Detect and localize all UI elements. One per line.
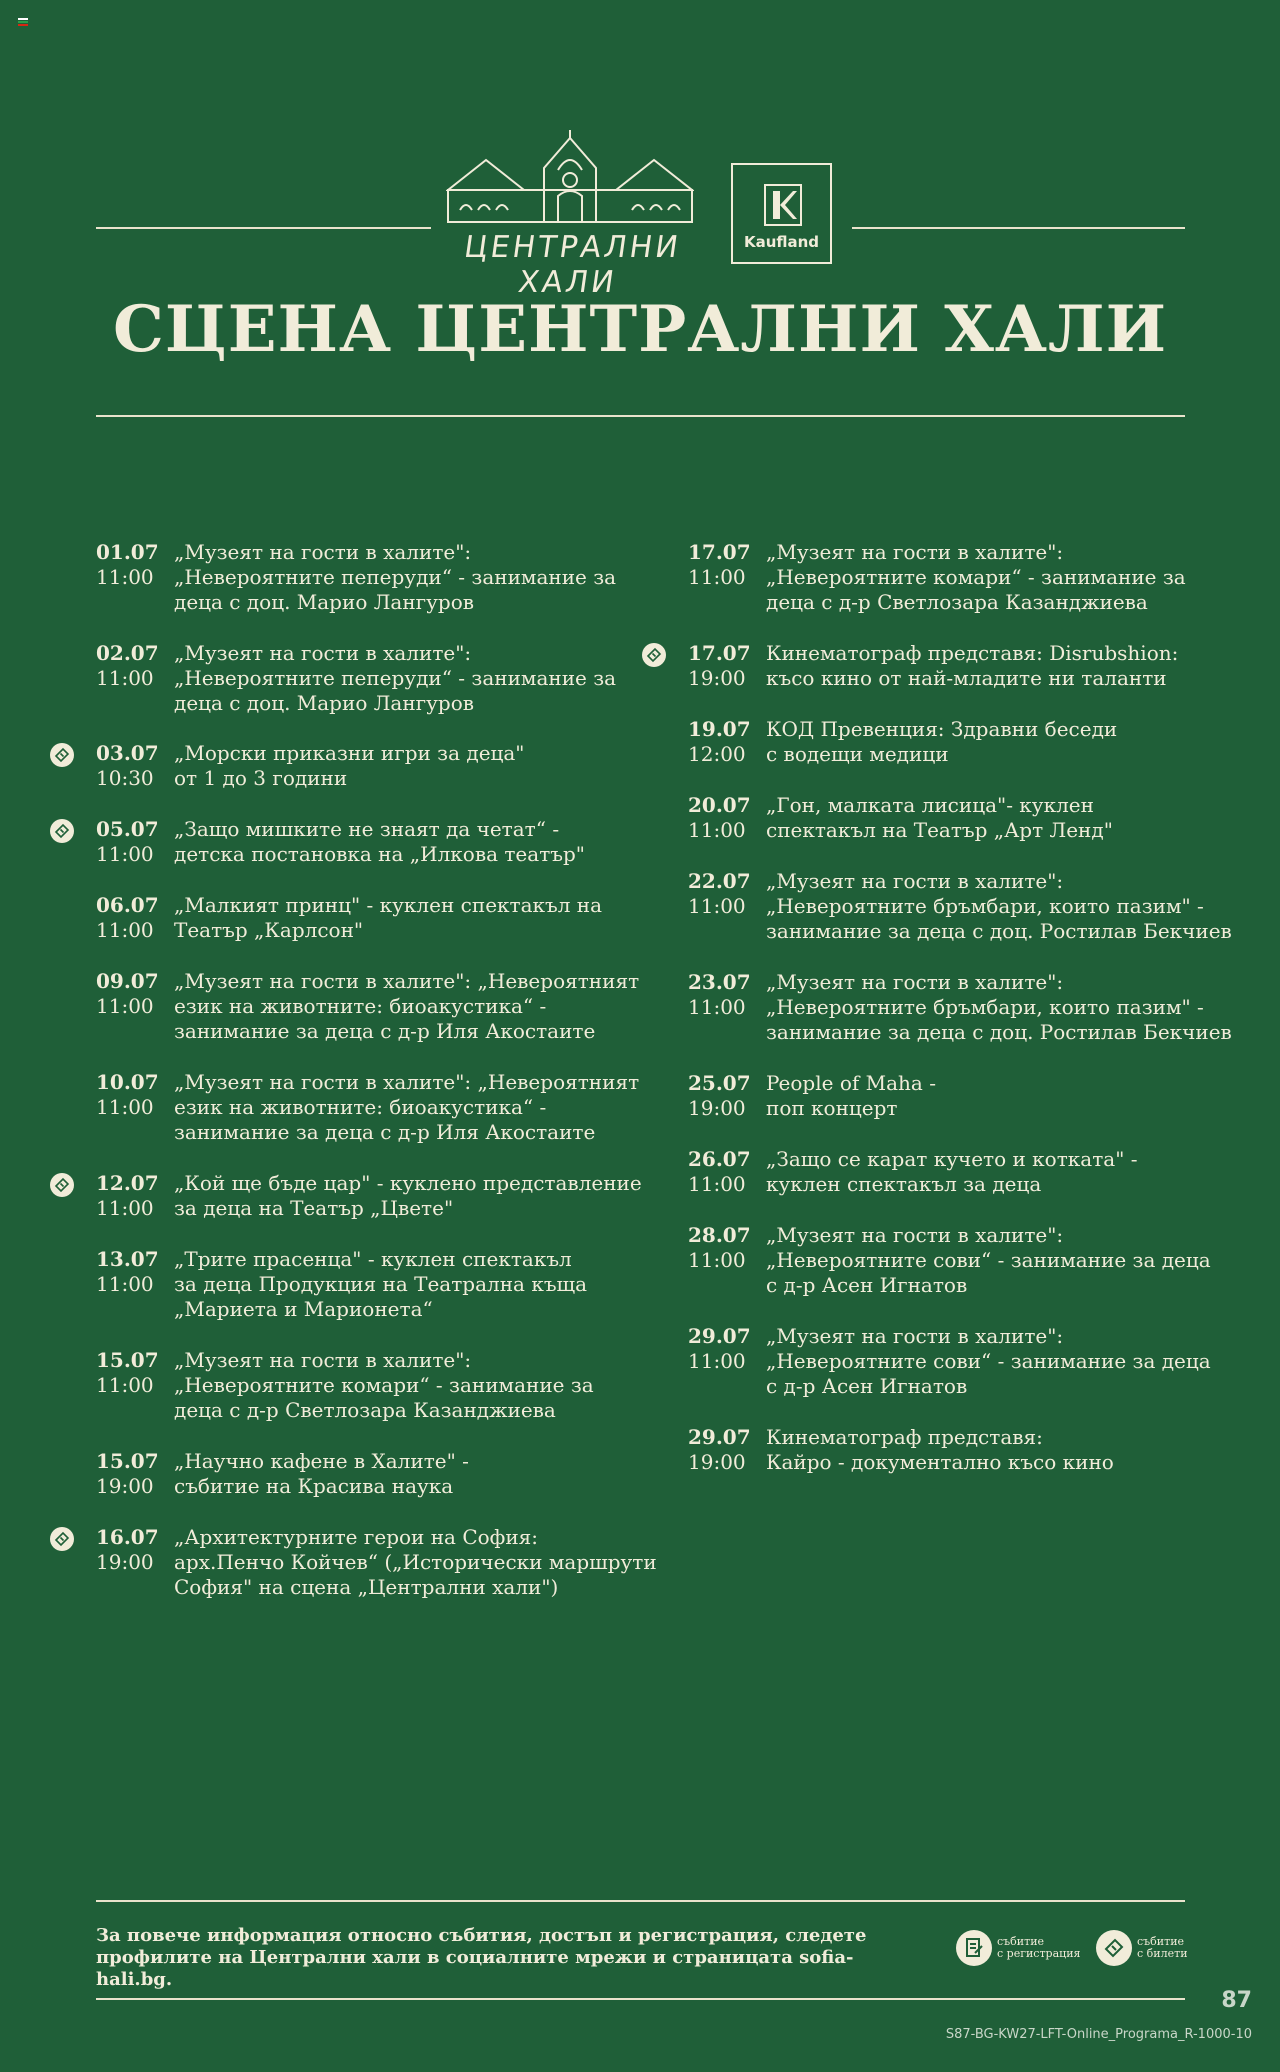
- event-datetime: [96, 1449, 174, 1499]
- event-date: 29.07: [688, 1324, 751, 1348]
- event-time: 19:00: [688, 1450, 746, 1474]
- kaufland-k-icon: [763, 183, 803, 227]
- event-description: „Кой ще бъде цар" - куклено представление за деца на Театър „Цвете": [174, 1171, 642, 1220]
- event-description: Кинематограф представя: Кайро - документално късо кино: [766, 1425, 1114, 1474]
- event-datetime: [688, 970, 766, 1045]
- event-time: 11:00: [96, 1095, 154, 1119]
- event-time: 11:00: [96, 994, 154, 1018]
- event-date: 10.07: [96, 1070, 159, 1094]
- event-item: [96, 969, 639, 1044]
- event-time: 19:00: [96, 1474, 154, 1498]
- event-datetime: [96, 1070, 174, 1145]
- event-date: 13.07: [96, 1247, 159, 1271]
- event-item: [688, 1425, 1114, 1475]
- event-item: [688, 641, 1178, 691]
- document-code: S87-BG-KW27-LFT-Online_Programa_R-1000-10: [945, 2027, 1252, 2042]
- registration-icon: [956, 1930, 992, 1966]
- event-item: [96, 817, 585, 867]
- event-date: 06.07: [96, 893, 159, 917]
- ticket-icon: [50, 1527, 74, 1551]
- event-description: „Малкият принц" - куклен спектакъл на Театър „Карлсон": [174, 893, 603, 942]
- event-item: [688, 717, 1117, 767]
- event-description: „Музеят на гости в халите": „Невероятният език на животните: биоакустика“ - занимание за деца с д-р Иля Акостаите: [174, 969, 640, 1043]
- event-item: [96, 1070, 639, 1145]
- event-item: [96, 540, 616, 615]
- event-description: „Архитектурните герои на София: арх.Пенчо Койчев“ („Исторически маршрути София" на сцена „Централни хали"): [174, 1525, 657, 1599]
- event-description: „Гон, малката лисица"- куклен спектакъл на Театър „Арт Ленд": [766, 793, 1113, 842]
- event-time: 11:00: [96, 1373, 154, 1397]
- event-item: [688, 970, 1232, 1045]
- event-date: 26.07: [688, 1147, 751, 1171]
- event-date: 29.07: [688, 1425, 751, 1449]
- event-item: [96, 1525, 657, 1600]
- event-time: 11:00: [688, 995, 746, 1019]
- event-description: „Морски приказни игри за деца" от 1 до 3 години: [174, 741, 525, 790]
- event-time: 19:00: [96, 1550, 154, 1574]
- event-datetime: [688, 1324, 766, 1399]
- event-time: 11:00: [96, 565, 154, 589]
- legend-registration-label: събитие с регистрация: [997, 1935, 1081, 1960]
- event-date: 09.07: [96, 969, 159, 993]
- event-date: 15.07: [96, 1449, 159, 1473]
- event-datetime: [96, 1348, 174, 1423]
- event-item: [96, 1348, 594, 1423]
- event-time: 12:00: [688, 742, 746, 766]
- page-title: СЦЕНА ЦЕНТРАЛНИ ХАЛИ: [112, 292, 1168, 367]
- event-date: 17.07: [688, 641, 751, 665]
- event-description: „Защо се карат кучето и котката" - куклен спектакъл за деца: [766, 1147, 1138, 1196]
- ticket-icon: [50, 819, 74, 843]
- footer-line-top: [96, 1900, 1185, 1902]
- event-item: [688, 1223, 1211, 1298]
- event-description: „Музеят на гости в халите": „Невероятните сови“ - занимание за деца с д-р Асен Игнатов: [766, 1324, 1211, 1398]
- event-item: [688, 793, 1113, 843]
- event-description: „Музеят на гости в халите": „Невероятните комари“ - занимание за деца с д-р Светлозара Казанджиева: [766, 540, 1186, 614]
- event-item: [688, 1147, 1138, 1197]
- event-time: 11:00: [688, 818, 746, 842]
- event-datetime: [96, 1247, 174, 1322]
- halls-logo-text: ЦЕНТРАЛНИ ХАЛИ: [461, 230, 684, 300]
- event-date: 19.07: [688, 717, 751, 741]
- event-time: 11:00: [688, 1172, 746, 1196]
- event-date: 15.07: [96, 1348, 159, 1372]
- event-time: 11:00: [96, 1196, 154, 1220]
- event-time: 19:00: [688, 1096, 746, 1120]
- event-datetime: [96, 817, 174, 867]
- event-time: 11:00: [96, 918, 154, 942]
- event-description: „Музеят на гости в халите": „Невероятните сови“ - занимание за деца с д-р Асен Игнатов: [766, 1223, 1211, 1297]
- event-date: 03.07: [96, 741, 159, 765]
- event-item: [688, 869, 1232, 944]
- event-date: 12.07: [96, 1171, 159, 1195]
- event-datetime: [96, 1171, 174, 1221]
- event-item: [688, 1324, 1211, 1399]
- event-datetime: [688, 540, 766, 615]
- page-number: 87: [1221, 1988, 1252, 2013]
- event-datetime: [688, 1223, 766, 1298]
- event-time: 11:00: [96, 1272, 154, 1296]
- event-description: КОД Превенция: Здравни беседи с водещи медици: [766, 717, 1118, 766]
- event-description: „Музеят на гости в халите": „Невероятният език на животните: биоакустика“ - занимание за деца с д-р Иля Акостаите: [174, 1070, 640, 1144]
- event-item: [96, 1247, 587, 1322]
- event-item: [96, 741, 525, 791]
- kaufland-text: Kaufland: [743, 233, 820, 251]
- event-datetime: [96, 893, 174, 943]
- ticket-icon: [1096, 1930, 1132, 1966]
- event-item: [688, 1071, 936, 1121]
- event-description: „Музеят на гости в халите": „Невероятните бръмбари, които пазим" - занимание за деца с доц. Ростилав Бекчиев: [766, 869, 1232, 943]
- event-item: [96, 1171, 642, 1221]
- event-description: „Музеят на гости в халите": „Невероятните пеперуди“ - занимание за деца с доц. Марио Лангуров: [174, 641, 617, 715]
- event-description: People of Maha - поп концерт: [766, 1071, 936, 1120]
- event-date: 05.07: [96, 817, 159, 841]
- title-divider: [96, 415, 1185, 417]
- footer-line-bottom: [96, 1998, 1185, 2000]
- event-time: 11:00: [688, 565, 746, 589]
- ticket-icon: [50, 743, 74, 767]
- event-datetime: [688, 793, 766, 843]
- event-description: „Защо мишките не знаят да четат“ - детска постановка на „Илкова театър": [174, 817, 585, 866]
- event-time: 10:30: [96, 766, 154, 790]
- footer-info-text: За повече информация относно събития, достъп и регистрация, следете профилите на Централни хали в социалните мрежи и страницата sofia-hali.bg.: [96, 1925, 867, 1990]
- event-datetime: [96, 641, 174, 716]
- event-datetime: [96, 540, 174, 615]
- header-line-left: [96, 227, 431, 229]
- event-datetime: [688, 1071, 766, 1121]
- kaufland-logo: [731, 163, 832, 264]
- event-time: 11:00: [96, 666, 154, 690]
- event-time: 11:00: [96, 842, 154, 866]
- event-datetime: [96, 741, 174, 791]
- event-date: 23.07: [688, 970, 751, 994]
- event-description: „Музеят на гости в халите": „Невероятните пеперуди“ - занимание за деца с доц. Марио Лангуров: [174, 540, 617, 614]
- event-date: 22.07: [688, 869, 751, 893]
- event-time: 11:00: [688, 1248, 746, 1272]
- event-datetime: [688, 641, 766, 691]
- ticket-icon: [50, 1173, 74, 1197]
- legend-registration: [956, 1930, 1081, 1966]
- event-description: „Музеят на гости в халите": „Невероятните бръмбари, които пазим" - занимание за деца с доц. Ростилав Бекчиев: [766, 970, 1232, 1044]
- event-time: 11:00: [688, 894, 746, 918]
- ticket-icon: [642, 643, 666, 667]
- event-description: Кинематограф представя: Disrubshion: късо кино от най-младите ни таланти: [766, 641, 1179, 690]
- event-datetime: [688, 1147, 766, 1197]
- event-date: 17.07: [688, 540, 751, 564]
- legend-tickets: [1096, 1930, 1188, 1966]
- event-datetime: [688, 1425, 766, 1475]
- event-time: 19:00: [688, 666, 746, 690]
- event-time: 11:00: [688, 1349, 746, 1373]
- event-description: „Музеят на гости в халите": „Невероятните комари“ - занимание за деца с д-р Светлозара Казанджиева: [174, 1348, 594, 1422]
- event-item: [96, 1449, 469, 1499]
- flag-icon: [18, 18, 28, 25]
- legend-tickets-label: събитие с билети: [1137, 1935, 1188, 1960]
- event-description: „Трите прасенца" - куклен спектакъл за деца Продукция на Театрална къща „Мариета и Марионета“: [174, 1247, 588, 1321]
- event-date: 16.07: [96, 1525, 159, 1549]
- event-date: 28.07: [688, 1223, 751, 1247]
- event-date: 25.07: [688, 1071, 751, 1095]
- event-item: [96, 893, 602, 943]
- event-datetime: [688, 717, 766, 767]
- header-line-right: [852, 227, 1185, 229]
- event-datetime: [688, 869, 766, 944]
- event-datetime: [96, 1525, 174, 1600]
- event-item: [688, 540, 1186, 615]
- event-description: „Научно кафене в Халите" - събитие на Красива наука: [174, 1449, 469, 1498]
- event-item: [96, 641, 616, 716]
- event-date: 02.07: [96, 641, 159, 665]
- event-datetime: [96, 969, 174, 1044]
- event-date: 01.07: [96, 540, 159, 564]
- event-date: 20.07: [688, 793, 751, 817]
